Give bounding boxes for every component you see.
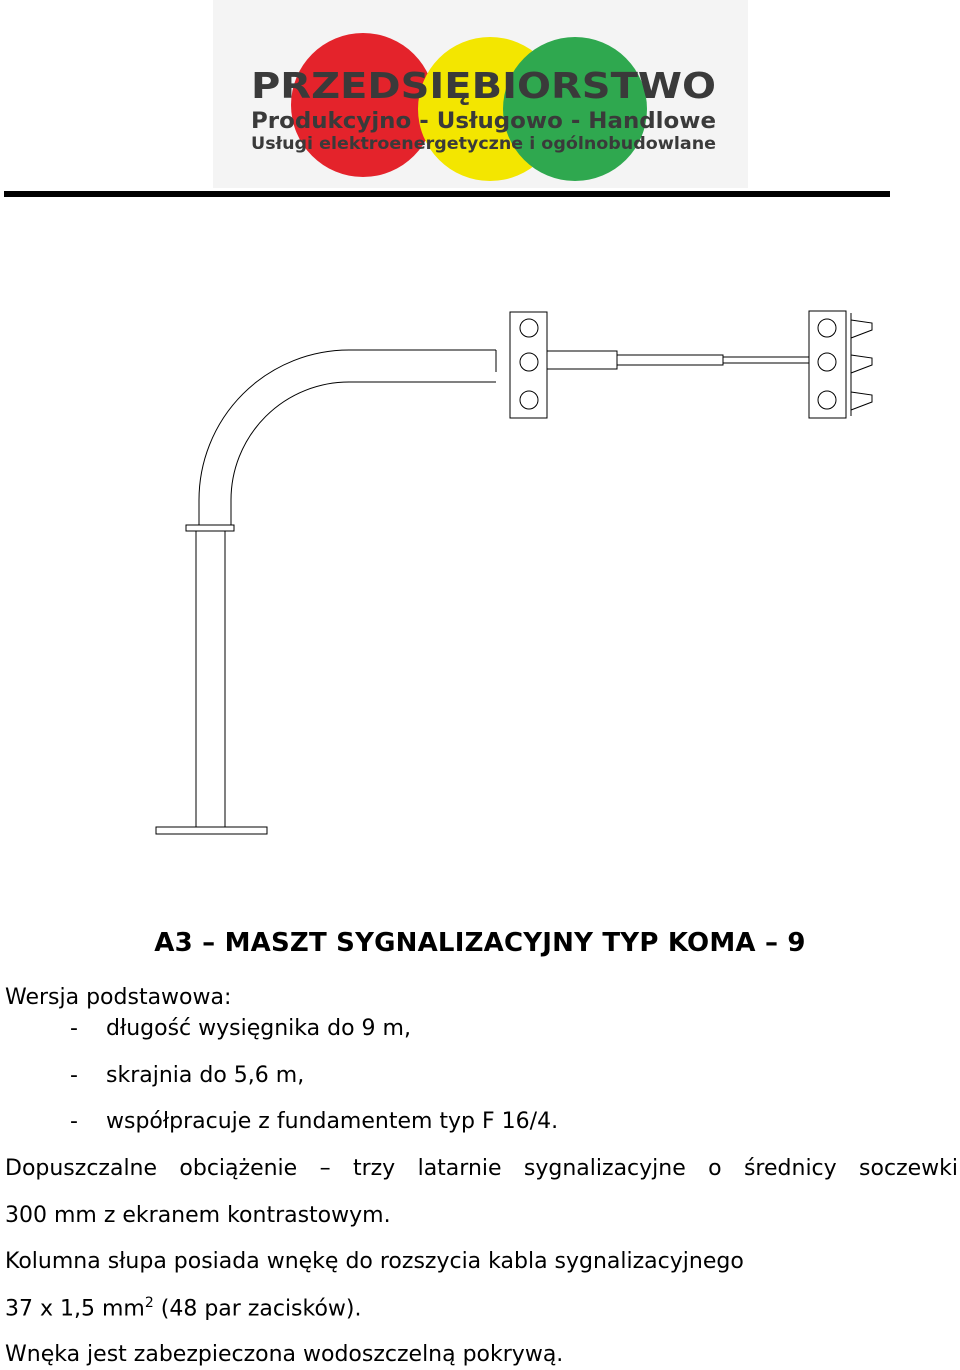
cable-spec: 37 x 1,5 mm — [5, 1296, 145, 1322]
arm-outer-curve — [199, 350, 496, 525]
arm-segment-thin — [617, 355, 723, 365]
bullet-dash: - — [70, 1063, 78, 1088]
arm-segment-middle — [547, 351, 617, 369]
header-rule — [4, 191, 890, 197]
bullet-text: współpracuje z fundamentem typ F 16/4. — [106, 1109, 559, 1134]
paragraph-column-line1: Kolumna słupa posiada wnękę do rozszycia kabla sygnalizacyjnego — [5, 1249, 744, 1274]
signal-head-1 — [510, 312, 547, 418]
column-flange — [186, 525, 234, 531]
list-item — [0, 1016, 960, 1044]
mast-drawing — [0, 300, 960, 845]
intro-text: Wersja podstawowa: — [5, 985, 232, 1010]
logo-company-type: Produkcyjno - Usługowo - Handlowe — [251, 109, 716, 134]
signal-head-2 — [809, 311, 846, 418]
bullet-dash: - — [70, 1016, 78, 1041]
list-item — [0, 1063, 960, 1091]
arm-segment-tip — [723, 357, 809, 363]
signal-visor-middle — [851, 355, 872, 373]
paragraph-load-line1: Dopuszczalne obciążenie – trzy latarnie sygnalizacyjne o średnicy soczewki — [5, 1156, 958, 1181]
bullet-dash: - — [70, 1109, 78, 1134]
list-item — [0, 1109, 960, 1137]
logo-company-services: Usługi elektroenergetyczne i ogólnobudowlane — [251, 134, 716, 154]
superscript-2: 2 — [144, 1295, 154, 1311]
logo-company-name: PRZEDSIĘBIORSTWO — [251, 66, 716, 107]
signal-visor-top — [851, 320, 872, 338]
paragraph-cover: Wnęka jest zabezpieczona wodoszczelną pokrywą. — [5, 1342, 564, 1367]
company-logo — [213, 0, 748, 188]
signal-visor-bottom — [851, 392, 872, 410]
paragraph-column-line2 — [5, 1295, 362, 1321]
page-title: A3 – MASZT SYGNALIZACYJNY TYP KOMA – 9 — [154, 928, 806, 958]
arm-inner-curve — [231, 382, 496, 525]
bullet-text: długość wysięgnika do 9 m, — [106, 1016, 411, 1041]
terminal-count: (48 par zacisków). — [153, 1296, 362, 1322]
base-plate — [156, 827, 267, 834]
bullet-text: skrajnia do 5,6 m, — [106, 1063, 305, 1088]
paragraph-load-line2: 300 mm z ekranem kontrastowym. — [5, 1203, 391, 1228]
